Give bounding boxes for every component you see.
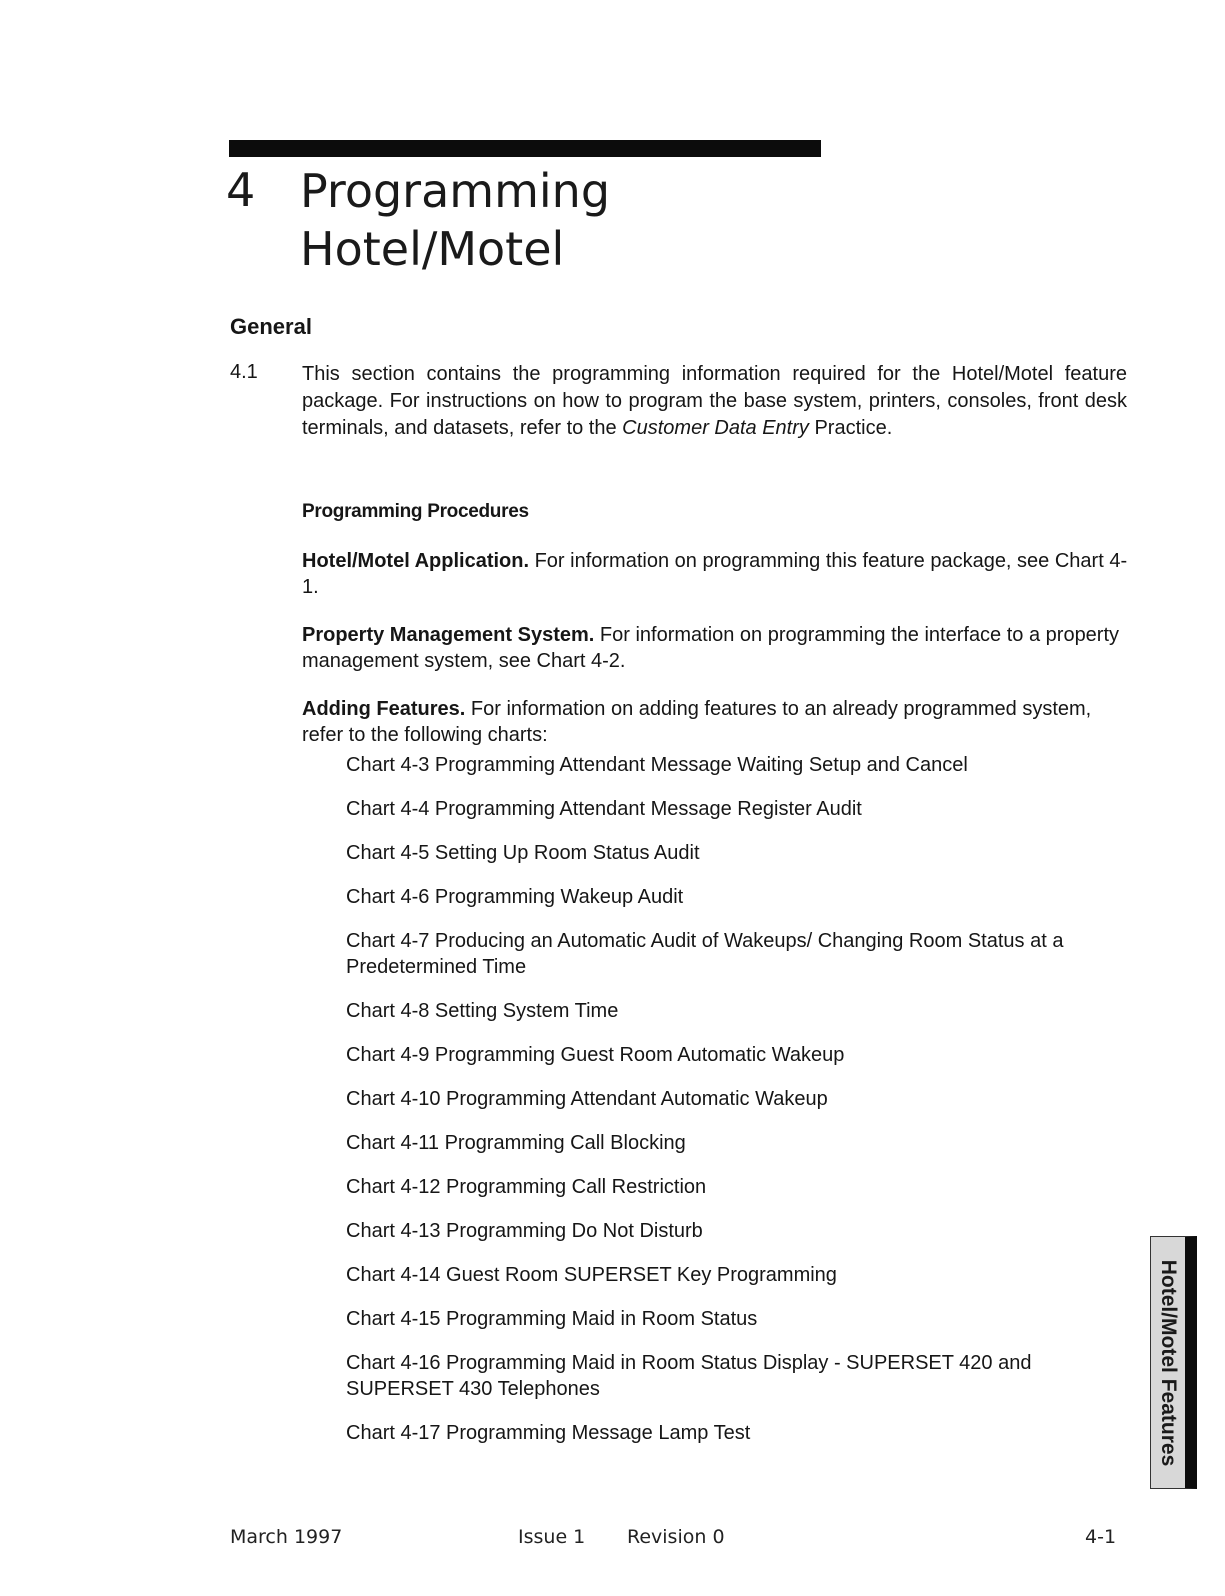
chart-list-item: Chart 4-14 Guest Room SUPERSET Key Programming	[346, 1264, 837, 1286]
chart-list-item: Chart 4-15 Programming Maid in Room Status	[346, 1308, 758, 1330]
chart-list-item: Chart 4-11 Programming Call Blocking	[346, 1132, 686, 1154]
procedure-item	[302, 622, 1132, 674]
paragraph-number: 4.1	[230, 361, 258, 383]
procedure-item	[302, 696, 1132, 748]
chapter-title-line2: Hotel/Motel	[300, 222, 565, 276]
footer-date: March 1997	[230, 1526, 343, 1548]
procedure-title: Adding Features.	[302, 698, 466, 720]
footer-issue: Issue 1	[518, 1526, 586, 1548]
chart-list-item: Chart 4-7 Producing an Automatic Audit of Wakeups/ Changing Room Status at a Predetermined Time	[346, 930, 1064, 978]
chart-list-item: Chart 4-10 Programming Attendant Automatic Wakeup	[346, 1088, 828, 1110]
chart-list-item: Chart 4-12 Programming Call Restriction	[346, 1176, 707, 1198]
procedure-text: For information on programming this feature package, see Chart 4-1.	[302, 550, 1128, 598]
footer-revision: Revision 0	[627, 1526, 725, 1548]
chart-list-item: Chart 4-16 Programming Maid in Room Status Display - SUPERSET 420 and SUPERSET 430 Telephones	[346, 1352, 1032, 1400]
procedures-heading: Programming Procedures	[302, 501, 529, 522]
procedure-text: For information on adding features to an already programmed system, refer to the following charts:	[302, 698, 1092, 746]
chart-list	[346, 752, 1136, 1464]
intro-text-part1: This section contains the programming information required for the Hotel/Motel feature package. For instructions on how to program the base system, printers, consoles, front desk terminals, and datasets, refer to the	[302, 363, 1127, 439]
footer-page-number: 4-1	[1085, 1526, 1117, 1548]
chart-list-item: Chart 4-4 Programming Attendant Message Register Audit	[346, 798, 862, 820]
procedure-title: Hotel/Motel Application.	[302, 550, 530, 572]
chart-list-item: Chart 4-3 Programming Attendant Message Waiting Setup and Cancel	[346, 754, 968, 776]
intro-emphasis: Customer Data Entry	[622, 417, 809, 439]
chapter-title-line1: Programming	[300, 164, 611, 218]
chart-list-item: Chart 4-9 Programming Guest Room Automatic Wakeup	[346, 1044, 845, 1066]
chapter-title	[300, 162, 610, 278]
chapter-rule-bar	[229, 140, 821, 157]
chapter-number: 4	[226, 163, 256, 217]
section-side-tab	[1150, 1236, 1197, 1489]
chart-list-item: Chart 4-5 Setting Up Room Status Audit	[346, 842, 700, 864]
chart-list-item: Chart 4-8 Setting System Time	[346, 1000, 619, 1022]
chart-list-item: Chart 4-17 Programming Message Lamp Test	[346, 1422, 751, 1444]
procedure-title: Property Management System.	[302, 624, 595, 646]
intro-paragraph	[302, 361, 1127, 442]
procedure-text: For information on programming the interface to a property management system, see Chart 4-2.	[302, 624, 1120, 672]
chart-list-item: Chart 4-6 Programming Wakeup Audit	[346, 886, 684, 908]
side-tab-label: Hotel/Motel Features	[1157, 1259, 1180, 1466]
section-heading: General	[230, 314, 312, 339]
intro-text-part2: Practice.	[808, 417, 893, 439]
chart-list-item: Chart 4-13 Programming Do Not Disturb	[346, 1220, 703, 1242]
procedure-item	[302, 548, 1132, 600]
